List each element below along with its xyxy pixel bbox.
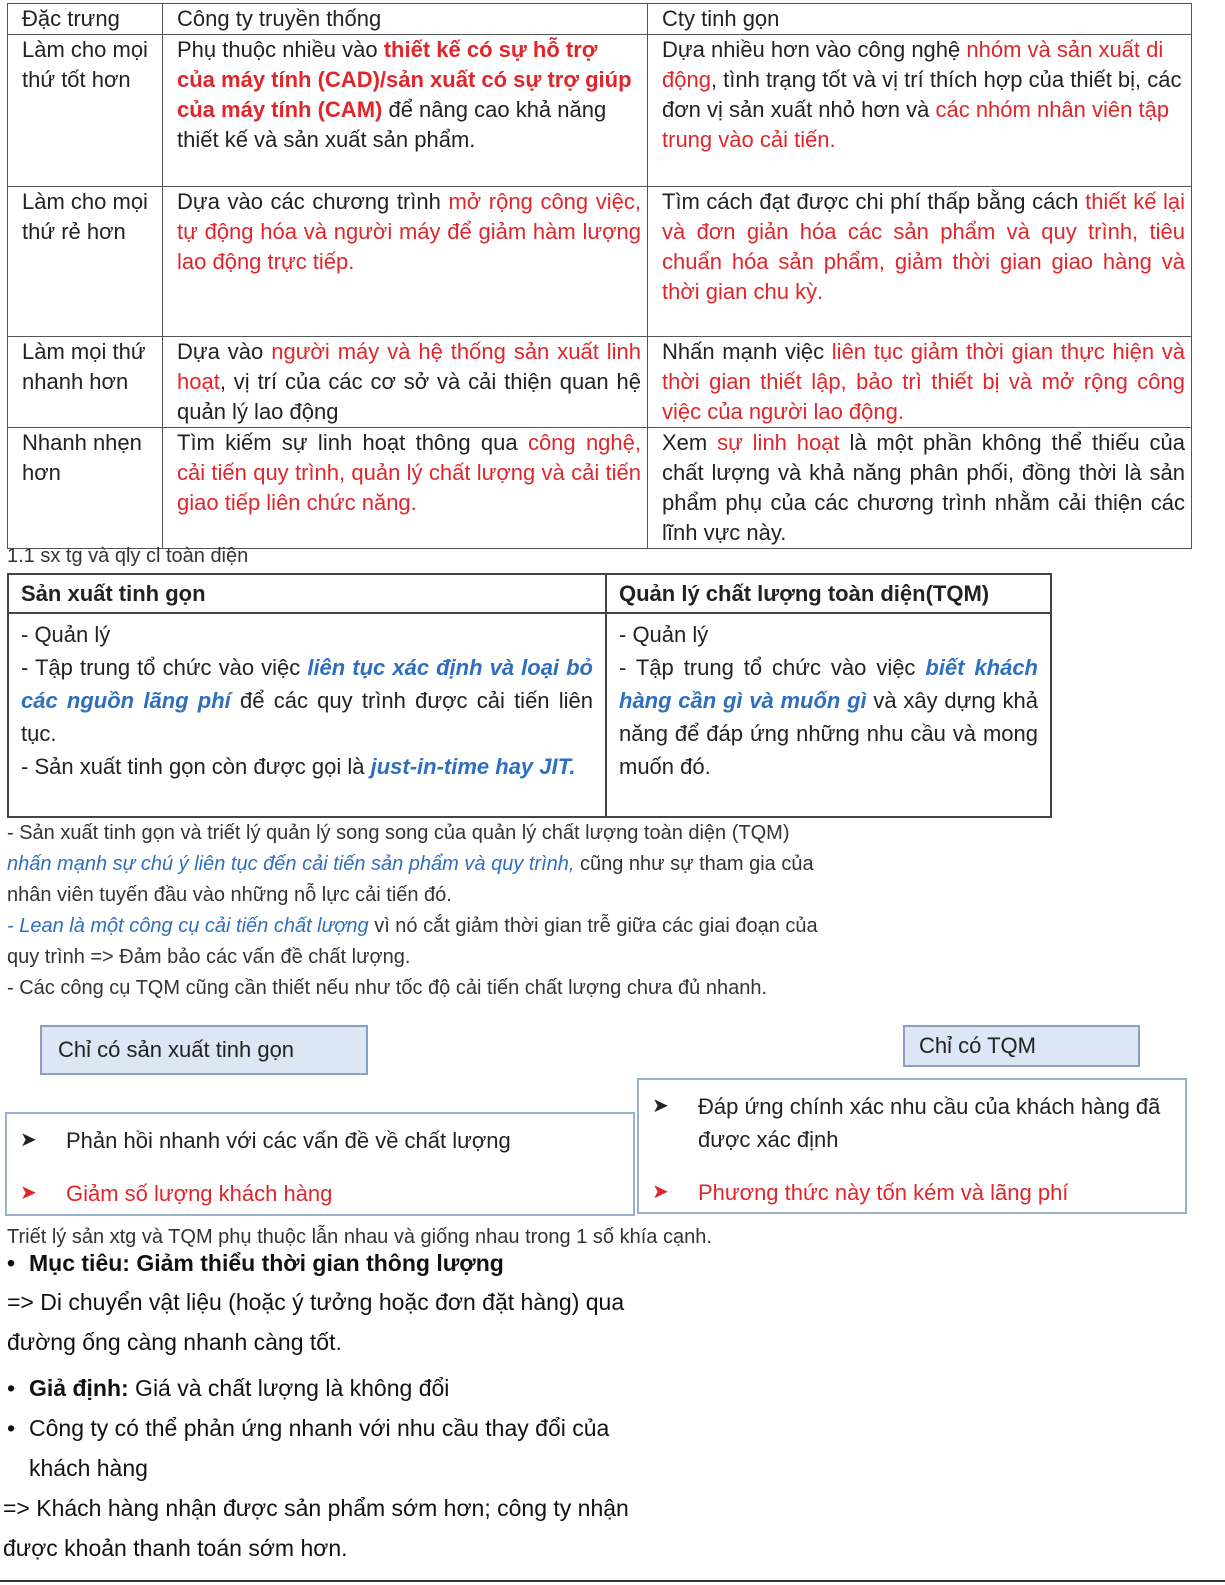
highlight: người máy và hệ thống sản xuất linh hoạt xyxy=(177,339,642,394)
notes xyxy=(7,818,907,1004)
highlight: thiết kế có sự hỗ trợ của máy tính (CAD)/sản xuất có sự trợ giúp của máy tính (CAM) xyxy=(177,37,632,122)
list-item xyxy=(652,1090,1182,1156)
text: để nâng cao khả năng thiết kế và sản xuất sản phẩm. xyxy=(177,97,607,152)
lean-cell xyxy=(8,613,606,817)
text-block xyxy=(21,651,593,750)
section-caption: 1.1 sx tg và qly cl toàn diện xyxy=(7,545,249,567)
text: Giá và chất lượng là không đổi xyxy=(128,1375,450,1401)
row-traditional xyxy=(163,337,648,428)
table-row xyxy=(8,428,1192,549)
text: Phương thức này tốn kém và lãng phí xyxy=(698,1180,1069,1205)
highlight: công nghệ, cải tiến quy trình, quản lý chất lượng và cải tiến giao tiếp liên chức năng. xyxy=(177,430,641,515)
header-tqm: Quản lý chất lượng toàn diện(TQM) xyxy=(606,574,1051,613)
highlight: - Lean là một công cụ cải tiến chất lượng xyxy=(7,915,369,937)
row-feature: Làm cho mọi thứ tốt hơn xyxy=(8,35,163,187)
text: , tình trạng tốt và vị trí thích hợp của thiết bị, các đơn vị sản xuất nhỏ hơn và xyxy=(662,67,1182,122)
row-feature: Nhanh nhẹn hơn xyxy=(8,428,163,549)
row-traditional xyxy=(163,35,648,187)
row-lean xyxy=(648,337,1192,428)
tqm-only-box: Chỉ có TQM xyxy=(903,1025,1140,1067)
table-row xyxy=(8,187,1192,337)
text-block xyxy=(619,651,1038,783)
text: - Tập trung tổ chức vào việc xyxy=(619,655,926,680)
text: , vị trí của các cơ sở và cải thiện quan hệ quản lý lao động xyxy=(177,369,641,424)
arrow-bullet-icon: ➤ xyxy=(20,1182,37,1204)
summary-text: Triết lý sản xtg và TQM phụ thuộc lẫn nhau và giống nhau trong 1 số khía cạnh. xyxy=(7,1226,712,1248)
table-row xyxy=(8,35,1192,187)
highlight: sự linh hoạt xyxy=(717,430,840,455)
comparison-table xyxy=(7,3,1192,549)
table-header-row xyxy=(8,574,1051,613)
text: vì nó cắt giảm thời gian trễ giữa các giai đoạn của xyxy=(368,915,818,937)
text: cũng như sự tham gia của xyxy=(574,853,814,875)
lean-only-list xyxy=(20,1124,620,1210)
text: => Di chuyển vật liệu (hoặc ý tưởng hoặc đơn đặt hàng) qua xyxy=(7,1289,625,1315)
text: Tìm kiếm sự linh hoạt thông qua xyxy=(177,430,528,455)
row-lean xyxy=(648,187,1192,337)
lean-vs-tqm-table xyxy=(7,573,1052,818)
text: quy trình => Đảm bảo các vấn đề chất lượng. xyxy=(7,946,411,968)
header-traditional: Công ty truyền thống xyxy=(163,4,648,35)
header-lean: Cty tinh gọn xyxy=(648,4,1192,35)
highlight: liên tục giảm thời gian thực hiện và thời gian thiết lập, bảo trì thiết bị và mở rộng công việc của người lao động. xyxy=(662,339,1185,424)
text: Dựa vào các chương trình xyxy=(177,189,449,214)
row-traditional xyxy=(163,187,648,337)
arrow-bullet-icon: ➤ xyxy=(652,1095,669,1117)
bottom-border xyxy=(0,1580,1225,1582)
table-header-row xyxy=(8,4,1192,35)
goal-line xyxy=(7,1243,504,1283)
text: Mục tiêu: Giảm thiểu thời gian thông lượng xyxy=(29,1250,504,1276)
tqm-only-list xyxy=(652,1090,1182,1209)
text: - Quản lý xyxy=(21,622,111,647)
bullet-icon: • xyxy=(7,1375,16,1401)
row-feature: Làm cho mọi thứ rẻ hơn xyxy=(8,187,163,337)
text: Tìm cách đạt được chi phí thấp bằng cách xyxy=(662,189,1086,214)
highlight: nhóm và sản xuất di động xyxy=(662,37,1164,92)
row-lean xyxy=(648,428,1192,549)
text: - Các công cụ TQM cũng cần thiết nếu như tốc độ cải tiến chất lượng chưa đủ nhanh. xyxy=(7,977,768,999)
text: - Tập trung tổ chức vào việc xyxy=(21,655,308,680)
bullet-icon: • xyxy=(7,1250,16,1276)
text: là một phần không thể thiếu của chất lượng và khả năng phân phối, đồng thời là sản phẩm phụ của các chương trình nhằm cải thiện các lĩnh vực này. xyxy=(662,430,1185,545)
text: Phản hồi nhanh với các vấn đề về chất lượng xyxy=(66,1128,511,1153)
header-feature: Đặc trưng xyxy=(8,4,163,35)
text: Xem xyxy=(662,430,718,455)
text: Phụ thuộc nhiều vào xyxy=(177,37,384,62)
text: Dựa nhiều hơn vào công nghệ xyxy=(662,37,967,62)
bullet-icon: • xyxy=(7,1415,16,1441)
highlight: just-in-time hay JIT. xyxy=(370,754,576,779)
text: Công ty có thể phản ứng nhanh với nhu cầu thay đổi của xyxy=(29,1415,610,1441)
text-block xyxy=(7,911,907,942)
text: Đáp ứng chính xác nhu cầu của khách hàng đã được xác định xyxy=(698,1094,1161,1152)
text: Giảm số lượng khách hàng xyxy=(66,1181,333,1206)
table-row xyxy=(8,613,1051,817)
label: Giả định: xyxy=(29,1375,129,1401)
highlight: nhấn mạnh sự chú ý liên tục đến cải tiến sản phẩm và quy trình, xyxy=(7,853,575,875)
table-row xyxy=(8,337,1192,428)
text: - Quản lý xyxy=(619,622,709,647)
text: Nhấn mạnh việc xyxy=(662,339,832,364)
text: được khoản thanh toán sớm hơn. xyxy=(3,1535,348,1561)
text-block xyxy=(21,750,593,783)
text: và xây dựng khả năng để đáp ứng những nhu cầu và mong muốn đó. xyxy=(619,688,1038,779)
arrow-bullet-icon: ➤ xyxy=(652,1181,669,1203)
reaction-line xyxy=(7,1408,609,1448)
text: - Sản xuất tinh gọn và triết lý quản lý song song của quản lý chất lượng toàn diện (TQM) xyxy=(7,822,790,844)
text: - Sản xuất tinh gọn còn được gọi là xyxy=(21,754,371,779)
list-item xyxy=(652,1176,1182,1209)
lean-only-box: Chỉ có sản xuất tinh gọn xyxy=(40,1025,368,1075)
highlight: liên tục xác định và loại bỏ các nguồn lãng phí xyxy=(21,655,593,713)
list-item xyxy=(20,1124,620,1157)
highlight: mở rộng công việc, tự động hóa và người máy để giảm hàm lượng lao động trực tiếp. xyxy=(177,189,641,274)
highlight: các nhóm nhân viên tập trung vào cải tiến. xyxy=(662,97,1170,152)
text: khách hàng xyxy=(29,1455,148,1481)
text: nhân viên tuyến đầu vào những nỗ lực cải tiến đó. xyxy=(7,884,452,906)
text: đường ống càng nhanh càng tốt. xyxy=(7,1329,342,1355)
list-item xyxy=(20,1177,620,1210)
row-traditional xyxy=(163,428,648,549)
row-feature: Làm mọi thứ nhanh hơn xyxy=(8,337,163,428)
text: => Khách hàng nhận được sản phẩm sớm hơn; công ty nhận xyxy=(3,1495,629,1521)
highlight: thiết kế lại và đơn giản hóa các sản phẩm và quy trình, tiêu chuẩn hóa sản phẩm, giảm thời gian giao hàng và thời gian chu kỳ. xyxy=(662,189,1185,304)
assumption-line xyxy=(7,1368,449,1408)
header-lean: Sản xuất tinh gọn xyxy=(8,574,606,613)
text: Dựa vào xyxy=(177,339,272,364)
text: để các quy trình được cải tiến liên tục. xyxy=(21,688,594,746)
row-lean xyxy=(648,35,1192,187)
highlight: biết khách hàng cần gì và muốn gì xyxy=(619,655,1038,713)
tqm-cell xyxy=(606,613,1051,817)
text-block xyxy=(7,849,907,880)
arrow-bullet-icon: ➤ xyxy=(20,1129,37,1151)
